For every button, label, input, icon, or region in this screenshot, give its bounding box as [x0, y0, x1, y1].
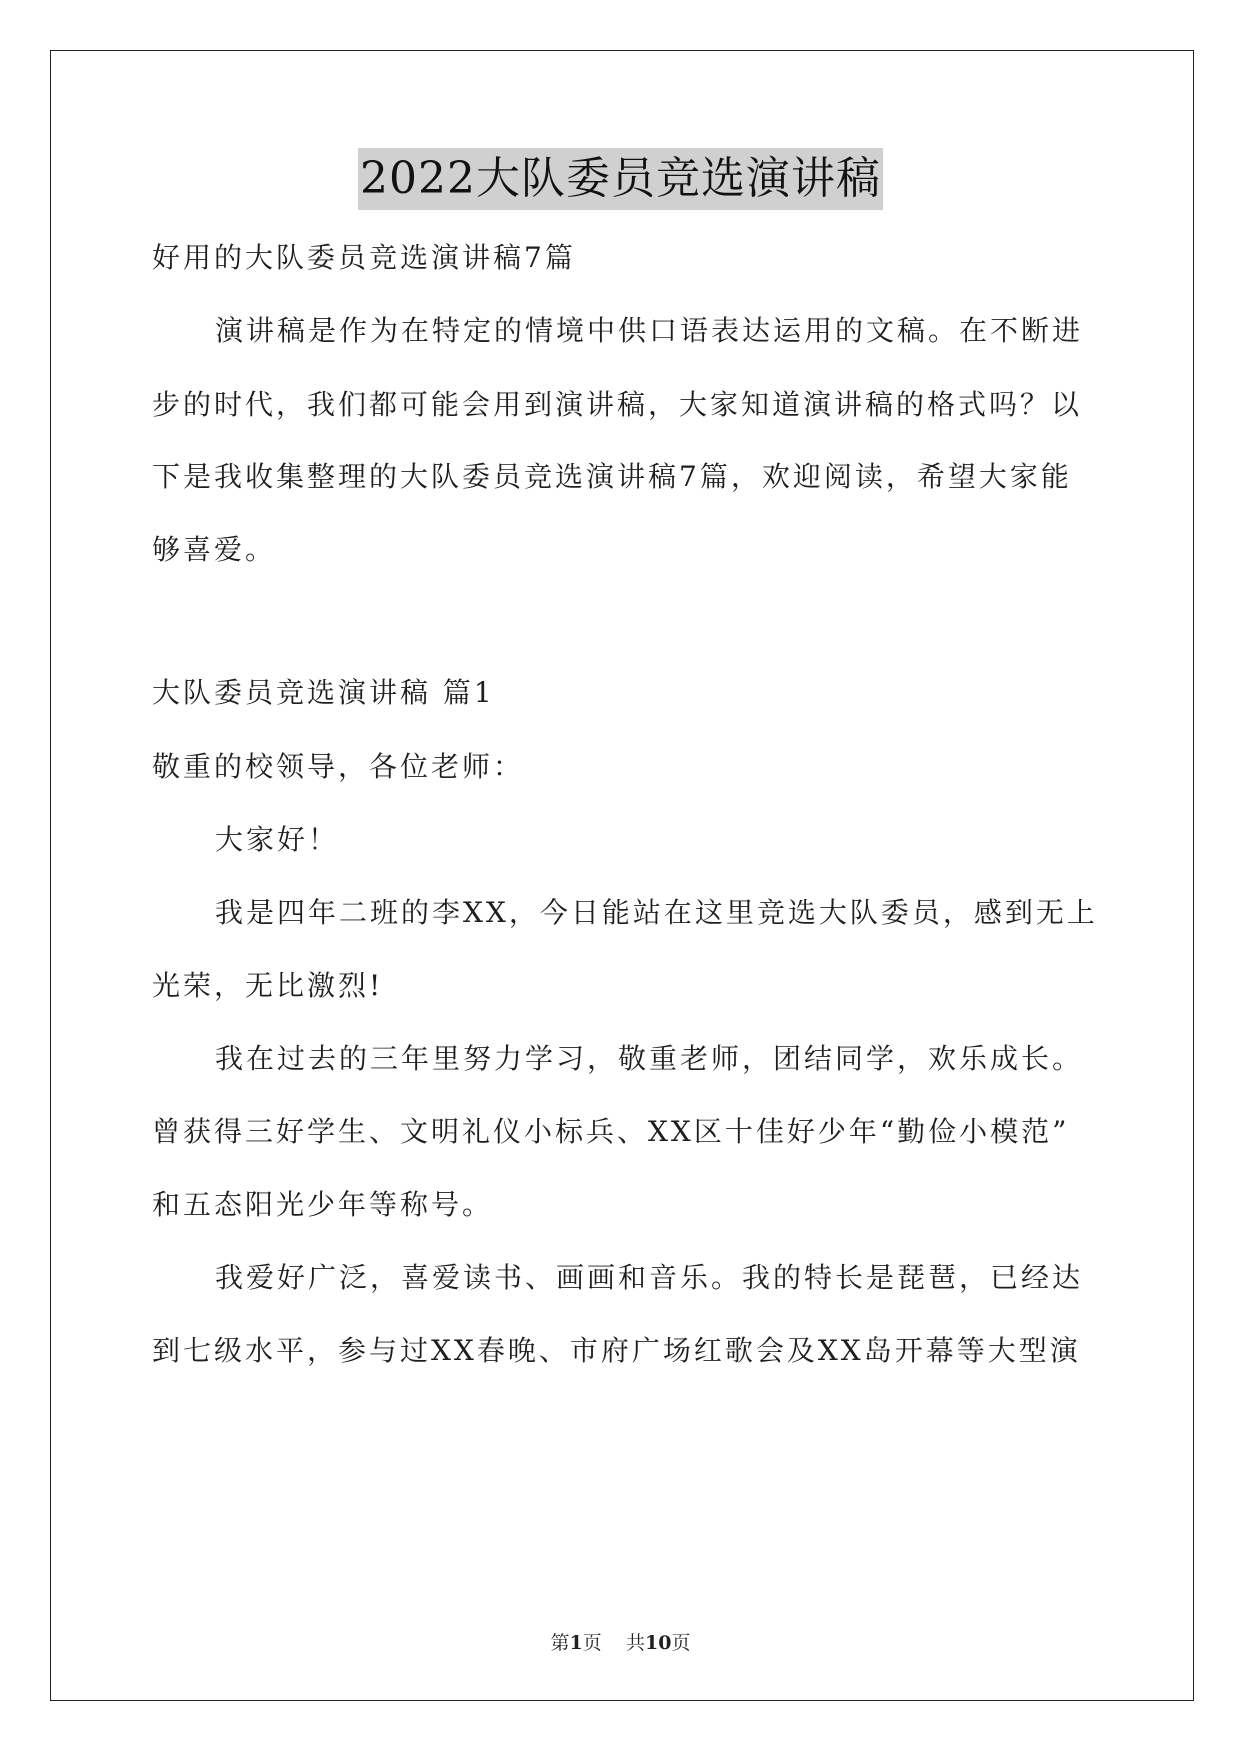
paragraph-line: 演讲稿是作为在特定的情境中供口语表达运用的文稿。在不断进 — [215, 314, 1084, 347]
paragraph-line: 和五态阳光少年等称号。 — [152, 1188, 494, 1221]
paragraph-line: 光荣，无比激烈! — [152, 969, 384, 1002]
paragraph-line: 我是四年二班的李XX，今日能站在这里竞选大队委员，感到无上 — [215, 896, 1098, 929]
paragraph-line: 我爱好广泛，喜爱读书、画画和音乐。我的特长是琵琶，已经达 — [215, 1261, 1084, 1294]
paragraph-line: 够喜爱。 — [152, 533, 277, 566]
page-total: 10 — [644, 1632, 672, 1654]
greeting-line: 大家好！ — [215, 823, 340, 856]
page-border — [50, 50, 1194, 1701]
paragraph-line: 我在过去的三年里努力学习，敬重老师，团结同学，欢乐成长。 — [215, 1042, 1084, 1075]
salutation-line: 敬重的校领导，各位老师： — [152, 750, 525, 783]
page-unit: 页 — [582, 1632, 602, 1654]
title-container — [0, 148, 1241, 210]
section-heading: 大队委员竞选演讲稿 篇1 — [152, 676, 495, 709]
paragraph-line: 步的时代，我们都可能会用到演讲稿，大家知道演讲稿的格式吗？以 — [152, 388, 1083, 421]
document-title: 2022大队委员竞选演讲稿 — [358, 148, 883, 210]
page-current: 1 — [569, 1632, 583, 1654]
page-prefix: 第 — [550, 1632, 570, 1654]
page-footer — [0, 1630, 1241, 1656]
total-prefix: 共 — [625, 1632, 645, 1654]
total-unit: 页 — [671, 1632, 691, 1654]
subtitle-line: 好用的大队委员竞选演讲稿7篇 — [152, 241, 576, 274]
paragraph-line: 到七级水平，参与过XX春晚、市府广场红歌会及XX岛开幕等大型演 — [152, 1334, 1081, 1367]
paragraph-line: 下是我收集整理的大队委员竞选演讲稿7篇，欢迎阅读，希望大家能 — [152, 460, 1072, 493]
paragraph-line: 曾获得三好学生、文明礼仪小标兵、XX区十佳好少年“勤俭小模范” — [152, 1115, 1070, 1148]
